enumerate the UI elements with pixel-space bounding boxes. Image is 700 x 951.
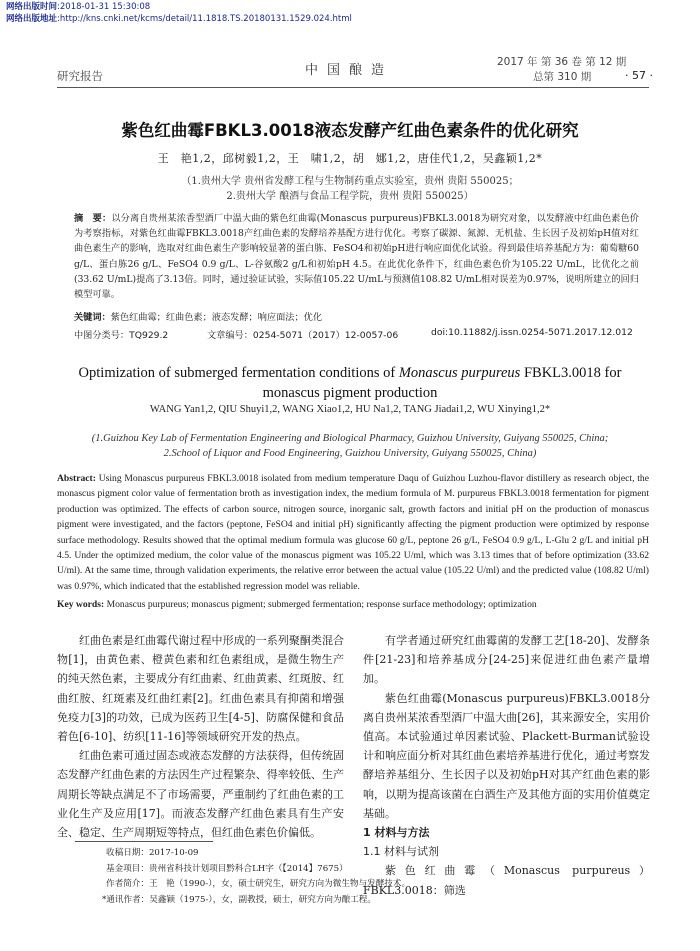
affiliations-en bbox=[0, 431, 700, 461]
keywords-zh bbox=[74, 309, 639, 323]
abstract-en bbox=[57, 471, 649, 594]
body-paragraph: 紫色红曲霉（Monascus purpureus）FBKL3.0018：筛选 bbox=[363, 864, 650, 897]
keywords-en-label: Key words: bbox=[57, 599, 105, 610]
publish-address-label: 网络出版地址 bbox=[6, 14, 58, 24]
abstract-zh-text: 以分离自贵州某浓香型酒厂中温大曲的紫色红曲霉(Monascus purpureus)FBKL3.0018为研究对象，以发酵液中红曲色素色价为考察指标，对紫色红曲霉FBKL3.0018产红曲色素的发酵培养基配方进行优化。考察了碳源、氮源、无机盐、生长因子及初始pH值对红曲色素生产的影响，选取对红曲色素生产影响较显著的蛋白胨、FeSO4和初始pH进行响应面优化试验。得到最佳培养基配方为：葡萄糖60 g/L、蛋白胨26 g/L、FeSO4 0.9 g/L、L-谷氨酸2 g/L和初始pH 4.5。在此优化条件下，红曲色素色价为105.22 U/mL，比优化之前(33.62 U/mL)提高了3.13倍。同时，通过验证试验，实际值105.22 U/mL与预测值108.82 U/mL相对误差为0.97%，说明所建立的回归模型可靠。 bbox=[74, 213, 639, 301]
keywords-en bbox=[57, 599, 649, 610]
affiliation-en-2: 2.School of Liquor and Food Engineering, Guizhou University, Guiyang 550025, China) bbox=[163, 448, 537, 459]
doi[interactable]: doi:10.11882/j.issn.0254-5071.2017.12.012 bbox=[431, 327, 633, 338]
authors-zh: 王 艳1,2，邱树毅1,2，王 啸1,2，胡 娜1,2，唐佳代1,2，吴鑫颖1,2* bbox=[157, 152, 543, 165]
abstract-zh-label: 摘 要： bbox=[74, 213, 112, 224]
article-number: 文章编号：0254-5071（2017）12-0057-06 bbox=[207, 330, 399, 341]
clc-number: 中图分类号：TQ929.2 bbox=[74, 330, 169, 341]
footnote-rule bbox=[75, 841, 213, 842]
volume-line: 2017 年 第 36 卷 第 12 期 bbox=[497, 56, 627, 68]
subsection-heading: 1.1 材料与试剂 bbox=[363, 845, 439, 859]
corresponding-author: *通讯作者：吴鑫颖（1975-），女，副教授，硕士，研究方向为酿工程。 bbox=[102, 894, 376, 905]
title-en-species: Monascus purpureus bbox=[398, 365, 521, 381]
section-heading: 1 材料与方法 bbox=[363, 826, 430, 840]
section-label: 研究报告 bbox=[57, 69, 103, 83]
footnotes bbox=[102, 846, 626, 908]
keywords-zh-text: 紫色红曲霉；红曲色素；液态发酵；响应面法；优化 bbox=[110, 312, 323, 323]
body-paragraph: 紫色红曲霉(Monascus purpureus)FBKL3.0018分离自贵州某浓香型酒厂中温大曲[26]，其来源安全，实用价值高。本试验通过单因素试验、Plackett-Burman试验设计和响应面分析对其红曲色素培养基进行优化，通过考察发酵培养基组分、生长因子以及初始pH对其产红曲色素的影响，以期为提高该菌在白酒生产及其他方面的实用价值奠定基础。 bbox=[363, 691, 650, 820]
abstract-zh bbox=[74, 211, 639, 302]
title-zh: 紫色红曲霉FBKL3.0018液态发酵产红曲色素条件的优化研究 bbox=[121, 121, 579, 140]
page-number: · 57 · bbox=[625, 69, 653, 82]
online-publish-address: 网络出版地址:http://kns.cnki.net/kcms/detail/11.1818.TS.20180131.1529.024.html bbox=[6, 14, 352, 24]
keywords-en-text: Monascus purpureus; monascus pigment; submerged fermentation; response surface methodology; optimization bbox=[104, 599, 537, 610]
journal-name: 中国酿造 bbox=[305, 63, 394, 78]
body-paragraph: 红曲色素可通过固态或液态发酵的方法获得，但传统固态发酵产红曲色素的方法因生产过程繁杂、得率较低、生产周期长等缺点满足不了市场需要，严重制约了红曲色素的工业化生产及应用[17]。而液态发酵产红曲色素具有生产安全、稳定、生产周期短等特点，但红曲色素色价偏低。 bbox=[57, 749, 344, 840]
title-en bbox=[60, 363, 640, 403]
publish-address-link[interactable]: http://kns.cnki.net/kcms/detail/11.1818.TS.20180131.1529.024.html bbox=[59, 14, 352, 24]
authors-en: WANG Yan1,2, QIU Shuyi1,2, WANG Xiao1,2, HU Na1,2, TANG Jiadai1,2, WU Xinying1,2* bbox=[149, 404, 551, 415]
abstract-en-text: Using Monascus purpureus FBKL3.0018 isolated from medium temperature Daqu of Guizhou Luzhou-flavor distillery as research object, the monascus pigment color value of fermentation broth as investigation index, the medium formula of M. purpureus FBKL3.0018 fermentation for pigment production was optimized. The effects of carbon source, nitrogen source, inorganic salt, growth factors and initial pH on the production of monascus pigment were investigated, and the factors (peptone, FeSO4 and initial pH) significantly affecting the pigment production were optimized by response surface methodology. Results showed that the optimal medium formula was glucose 60 g/L, peptone 26 g/L, FeSO4 0.9 g/L, L-Glu 2 g/L and initial pH 4.5. Under the optimized medium, the color value of the monascus pigment was 105.22 U/ml, which was 3.13 times that of before optimization (33.62 U/ml). At the same time, through validation experiments, the relative error between the actual value (105.22 U/ml) and the predicted value (108.82 U/ml) was 0.97%, which indicated that the established regression model was reliable. bbox=[57, 473, 649, 592]
received-date: 收稿日期：2017-10-09 bbox=[106, 848, 199, 858]
fund-info: 基金项目：贵州省科技计划项目黔科合LH字（【2014】7675） bbox=[106, 863, 348, 874]
affiliation-zh-1: （1.贵州大学 贵州省发酵工程与生物制药重点实验室，贵州 贵阳 550025； bbox=[181, 176, 519, 187]
author-bio: 作者简介：王 艳（1990-），女，硕士研究生，研究方向为微生物与发酵技术。 bbox=[106, 879, 411, 889]
affiliation-en-1: (1.Guizhou Key Lab of Fermentation Engineering and Biological Pharmacy, Guizhou University, Guiyang 550025, China; bbox=[91, 433, 609, 444]
issue-info bbox=[497, 55, 626, 85]
body-column-left bbox=[57, 631, 344, 842]
title-en-part1: Optimization of submerged fermentation conditions of bbox=[78, 365, 399, 381]
affiliation-zh-2: 2.贵州大学 酿酒与食品工程学院，贵州 贵阳 550025） bbox=[226, 191, 474, 202]
online-publish-time: 网络出版时间:2018-01-31 15:30:08 bbox=[6, 2, 151, 12]
total-issue-line: 总第 310 期 bbox=[533, 71, 592, 83]
body-paragraph: 红曲色素是红曲霉代谢过程中形成的一系列聚酮类混合物[1]，由黄色素、橙黄色素和红色素组成，是微生物生产的纯天然色素，主要成分有红曲素、红曲黄素、红斑胺、红曲红胺、红斑素及红曲红素[2]。红曲色素具有抑菌和增强免疫力[3]的功效，已成为医药卫生[4-5]、防腐保健和食品着色[6-10]、纺织[11-16]等领域研究开发的热点。 bbox=[57, 634, 344, 744]
body-paragraph: 有学者通过研究红曲霉菌的发酵工艺[18-20]、发酵条件[21-23]和培养基成分[24-25]来促进红曲色素产量增加。 bbox=[363, 634, 650, 686]
keywords-zh-label: 关键词： bbox=[74, 312, 111, 323]
title-en-part2: FBKL3.0018 for monascus pigment production bbox=[262, 365, 622, 401]
affiliations-zh bbox=[0, 174, 700, 204]
abstract-en-label: Abstract: bbox=[57, 473, 96, 484]
publish-time-value: 2018-01-31 15:30:08 bbox=[59, 2, 151, 12]
header-rule bbox=[57, 87, 649, 88]
publish-time-label: 网络出版时间 bbox=[6, 2, 58, 12]
